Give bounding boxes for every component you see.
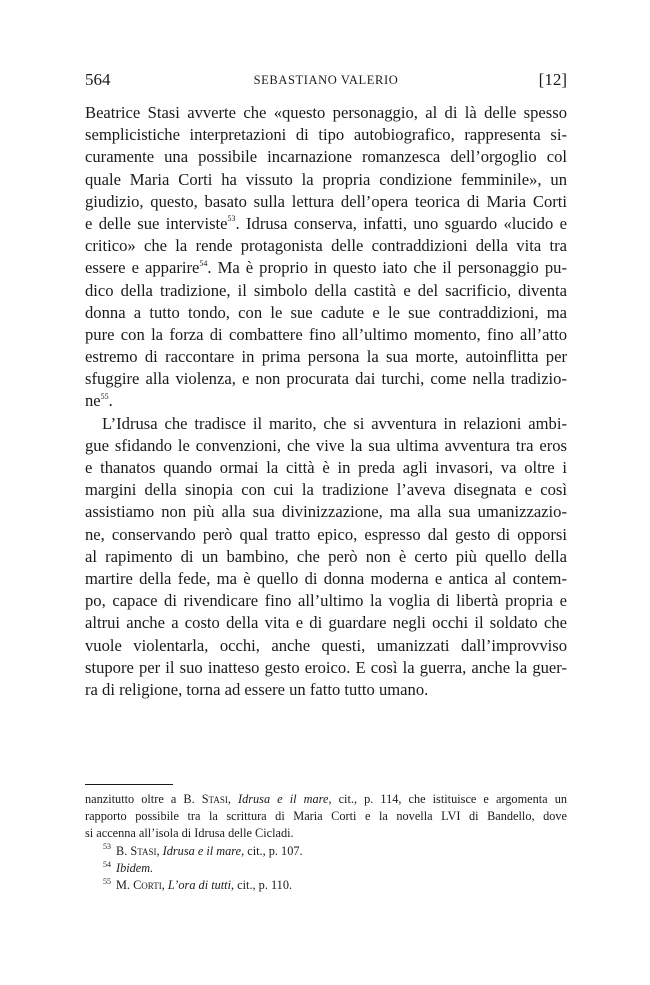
footnote-continued-line: rapporto possibile tra la scrittura di Maria Corti e la novella LVI di Bandello, dove (85, 809, 567, 824)
text-line: assistiamo non più alla sua divinizzazione, ma alla sua umanizzazio- (85, 502, 567, 522)
text-line: margini della sinopia con cui la tradizione l’aveva disegnata e così (85, 480, 567, 500)
text-line: ra di religione, torna ad essere un fatto tutto umano. (85, 679, 429, 699)
text-line: po, capace di rivendicare fino all’ultimo la voglia di libertà propria e (85, 591, 567, 611)
paragraph-2 (85, 413, 567, 701)
section-number: [12] (538, 70, 567, 89)
text-line: Beatrice Stasi avverte che «questo personaggio, al di là delle spesso (85, 103, 567, 122)
text-line: e delle sue interviste$^{53}$. Idrusa conserva, infatti, uno sguardo «lucido e (85, 213, 567, 233)
footnote-continued-line: si accenna all’isola di Idrusa delle Cicladi. (85, 826, 294, 841)
footnote-55: $^{55}$ M. Corti, L’ora di tutti, cit., p. 110. (103, 876, 293, 892)
footnotes (85, 791, 567, 894)
text-line: donna a tutto tondo, con le sue cadute e le sue contraddizioni, ma (85, 302, 567, 322)
running-head: SEBASTIANO VALERIO (253, 73, 399, 87)
text-line: essere e apparire$^{54}$. Ma è proprio in questo iato che il personaggio pu- (85, 258, 567, 278)
footnote-ref-55[interactable]: 55 (100, 391, 109, 401)
footnote-53: $^{53}$ B. Stasi, Idrusa e il mare, cit., p. 107. (103, 842, 303, 858)
text-line: curamente una possibile incarnazione romanzesca dell’orgoglio col (85, 147, 567, 167)
paragraph-1 (85, 102, 567, 413)
footnote-ref-54[interactable]: 54 (199, 258, 208, 268)
page-number: 564 (85, 70, 111, 89)
text-line: dico della tradizione, il simbolo della castità e del sacrificio, diventa (85, 280, 567, 300)
text-line: ne, conservando però qual tratto epico, espresso dal gesto di opporsi (85, 524, 567, 544)
text-line: gue sfidando le convenzioni, che vive la sua ultima avventura tra eros (85, 435, 567, 455)
footnote-ref-53[interactable]: 53 (227, 214, 236, 224)
text-line: giudizio, questo, basato sulla lettura dell’opera teorica di Maria Corti (85, 191, 567, 211)
text-line: semplicistiche interpretazioni di tipo autobiografico, rappresenta si- (85, 125, 567, 145)
text-line: critico» che la rende protagonista delle contraddizioni della vita tra (85, 236, 567, 256)
text-line: L’Idrusa che tradisce il marito, che si avventura in relazioni ambi- (102, 413, 567, 433)
footnote-54: $^{54}$ Ibidem. (103, 859, 154, 875)
text-line: sfuggire alla violenza, e non procurata dai turchi, come nella tradizio- (85, 369, 567, 389)
text-line: martire della fede, ma è quello di donna moderna e antica al contem- (85, 568, 567, 588)
text-line: stupore per il suo inatteso gesto eroico. E così la guerra, anche la guer- (85, 657, 567, 677)
text-line: e thanatos quando ormai la città è in preda agli invasori, va oltre i (85, 458, 567, 477)
body-text (85, 102, 567, 701)
text-line: vuole violentarla, occhi, anche questi, umanizzati dall’improvviso (85, 635, 567, 655)
footnote-continued-line: nanzitutto oltre a B. Stasi, Idrusa e il mare, cit., p. 114, che istituisce e argomenta un (85, 792, 567, 806)
text-line: quale Maria Corti ha vissuto la propria condizione femminile», un (85, 169, 567, 189)
text-line: estremo di raccontare in prima persona la sua morte, autoinflitta per (85, 347, 567, 367)
text-line: pure con la forza di combattere fino all’ultimo momento, fino all’atto (85, 324, 567, 344)
page-header (85, 70, 567, 94)
footnote-separator (85, 784, 173, 785)
text-line: ne$^{55}$. (85, 391, 113, 411)
text-line: al rapimento di un bambino, che però non è certo più quello della (85, 546, 567, 566)
text-line: altrui anche a costo della vita e di guardare negli occhi il soldato che (85, 613, 567, 633)
